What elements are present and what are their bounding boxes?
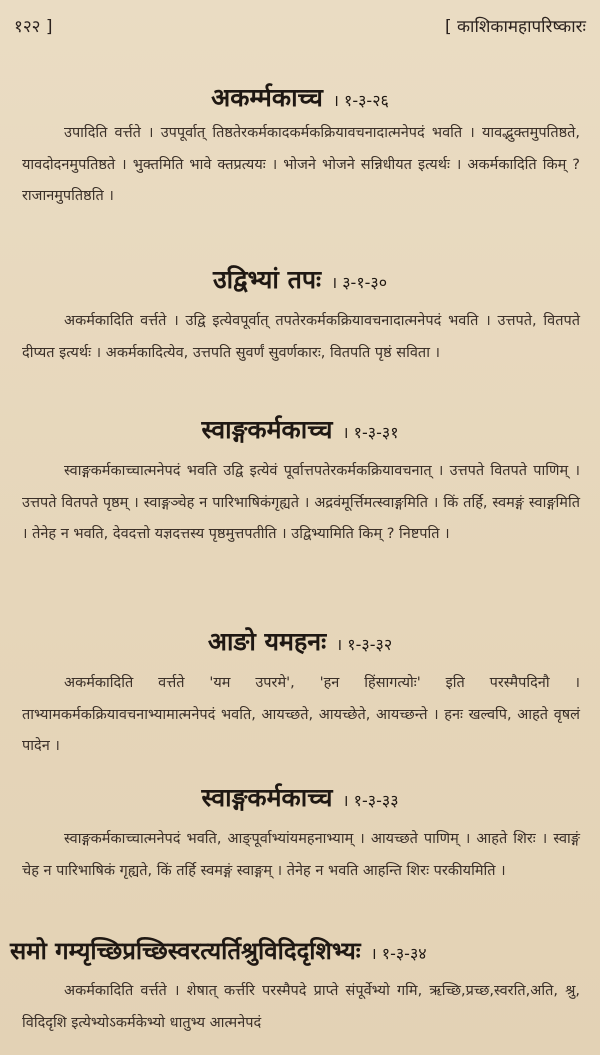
- commentary-paragraph: स्वाङ्गकर्मकाच्चात्मनेपदं भवति उद्वि इत्येवं पूर्वात्तपतेरकर्मकक्रियावचनात् । उत्तपते वितपते पाणिम् । उत्तपते वितपते पृष्ठम् । स्वाङ्गञ्चेह न पारिभाषिकंगृह्यते । अद्रवंमूर्त्तिमत्स्वाङ्गमिति । किं तर्हि, स्वमङ्गं स्वाङ्गमिति । तेनेह न भवति, देवदत्तो यज्ञदत्तस्य पृष्ठमुत्तपतीति । उद्विभ्यामिति किम् ? निष्टपति ।: [22, 463, 580, 542]
- sutra-number: । १-३-२६: [332, 91, 389, 110]
- sutra-number: । ३-१-३०: [331, 273, 388, 292]
- sutra-title: अकर्म्मकाच्च: [211, 83, 323, 112]
- sutra-heading: [0, 412, 600, 446]
- sutra-number: । १-३-३३: [342, 791, 399, 810]
- commentary-paragraph: स्वाङ्गकर्मकाच्चात्मनेपदं भवति, आङ्पूर्वाभ्यांयमहनाभ्याम् । आयच्छते पाणिम् । आहते शिरः । स्वाङ्गं चेह न पारिभाषिकं गृह्यते, किं तर्हि स्वमङ्गं स्वाङ्गम् । तेनेह न भवति आहन्ति शिरः परकीयमिति ।: [22, 831, 580, 879]
- sutra-title: स्वाङ्गकर्मकाच्च: [201, 415, 333, 444]
- page-number: १२२ ]: [14, 17, 53, 37]
- running-title: [ काशिकामहापरिष्कारः: [444, 17, 586, 37]
- sutra-title: आङो यमहनः: [207, 627, 327, 656]
- commentary-paragraph: अकर्मकादिति वर्त्तते । उद्वि इत्येवपूर्वात् तपतेरकर्मकक्रियावचनादात्मनेपदं भवति । उत्तपते, वितपते दीप्यत इत्यर्थः । अकर्मकादित्येव, उत्तपति सुवर्णं सुवर्णकारः, वितपति पृष्ठं सविता ।: [22, 313, 580, 361]
- commentary-paragraph: उपादिति वर्त्तते । उपपूर्वात् तिष्ठतेरकर्मकादकर्मकक्रियावचनादात्मनेपदं भवति । यावद्भुक्तमुपतिष्ठते, यावदोदनमुपतिष्ठते । भुक्तमिति भावे क्तप्रत्ययः । भोजने भोजने सन्निधीयत इत्यर्थः । अकर्मकादिति किम् ? राजानमुपतिष्ठति ।: [22, 125, 580, 204]
- commentary-paragraph: अकर्मकादिति वर्त्तते । शेषात् कर्त्तरि परस्मैपदे प्राप्ते संपूर्वेभ्यो गमि, ऋच्छि,प्रच्छ,स्वरति,अति, श्रु, विदिदृशि इत्येभ्योऽकर्मकेभ्यो धातुभ्य आत्मनेपदं: [22, 983, 580, 1031]
- sutra-heading: [0, 780, 600, 814]
- sutra-title: स्वाङ्गकर्मकाच्च: [201, 783, 333, 812]
- sutra-title: उद्विभ्यां तपः: [212, 265, 322, 294]
- sutra-title: समो गम्यृच्छिप्रच्छिस्वरत्यर्तिश्रुविदिदृशिभ्यः: [10, 937, 361, 965]
- sutra-heading: [0, 80, 600, 114]
- sutra-heading: [0, 624, 600, 658]
- page-header: [14, 14, 586, 42]
- sutra-heading: [10, 934, 600, 967]
- sutra-number: । १-३-३१: [342, 423, 399, 442]
- sutra-number: । १-३-३२: [336, 635, 393, 654]
- sutra-heading: [0, 262, 600, 296]
- sutra-number: । १-३-३४: [370, 944, 427, 963]
- commentary-paragraph: अकर्मकादिति वर्त्तते 'यम उपरमे', 'हन हिंसागत्योः' इति परस्मैपदिनौ । ताभ्यामकर्मकक्रियावचनाभ्यामात्मनेपदं भवति, आयच्छते, आयच्छेते, आयच्छन्ते । हनः खल्वपि, आहते वृषलं पादेन ।: [22, 675, 580, 754]
